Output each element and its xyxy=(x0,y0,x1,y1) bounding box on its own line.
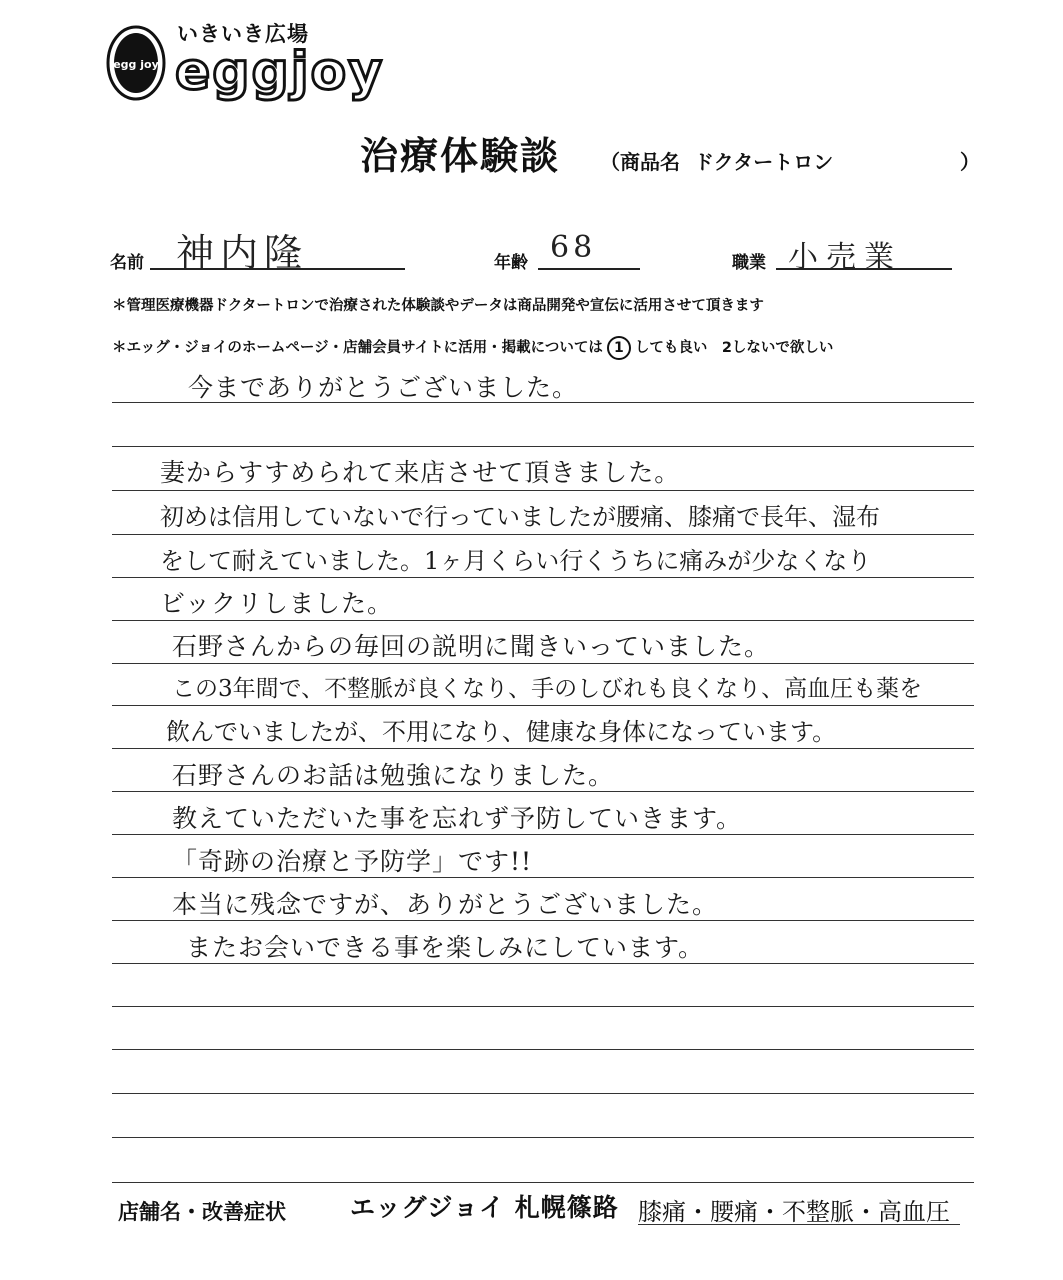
testimonial-line: またお会いできる事を楽しみにしています。 xyxy=(186,933,705,962)
logo-wordmark: eggjoy xyxy=(175,42,385,102)
product-name xyxy=(600,146,833,175)
job-value: 小売業 xyxy=(788,240,902,275)
testimonial-line: ビックリしました。 xyxy=(160,589,394,618)
form-title: 治療体験談 xyxy=(360,134,561,178)
consent-prefix: ＊エッグ・ジョイのホームページ・店舗会員サイトに活用・掲載については xyxy=(112,340,603,356)
store-name: エッグジョイ 札幌篠路 xyxy=(350,1193,619,1222)
ruled-line xyxy=(112,663,974,664)
age-underline xyxy=(538,268,640,270)
testimonial-line: 妻からすすめられて来店させて頂きました。 xyxy=(160,458,681,487)
ruled-line xyxy=(112,1006,974,1007)
ruled-line xyxy=(112,705,974,706)
name-underline xyxy=(150,268,405,270)
testimonial-line: 本当に残念ですが、ありがとうございました。 xyxy=(172,890,719,919)
badge-text: egg joy xyxy=(113,58,159,71)
age-label: 年齢 xyxy=(494,253,528,273)
ruled-line xyxy=(112,620,974,621)
ruled-line xyxy=(112,1137,974,1138)
product-label: （商品名 xyxy=(600,150,680,174)
brand-logo xyxy=(105,14,395,104)
testimonial-line: 飲んでいましたが、不用になり、健康な身体になっています。 xyxy=(166,718,837,746)
testimonial-line: 「奇跡の治療と予防学」です!! xyxy=(172,847,533,876)
logo-tagline: いきいき広場 xyxy=(177,22,309,46)
ruled-line xyxy=(112,1049,974,1050)
testimonial-line: 石野さんのお話は勉強になりました。 xyxy=(172,761,615,790)
product-value: ドクタートロン xyxy=(694,150,834,174)
footer-rule xyxy=(112,1182,974,1183)
consent-note xyxy=(112,336,833,360)
testimonial-line: 初めは信用していないで行っていましたが腰痛、膝痛で長年、湿布 xyxy=(160,503,880,531)
testimonial-line: をして耐えていました。1ヶ月くらい行くうちに痛みが少なくなり xyxy=(160,547,872,575)
testimonial-line: 石野さんからの毎回の説明に聞きいっていました。 xyxy=(172,632,771,661)
testimonial-line: この3年間で、不整脈が良くなり、手のしびれも良くなり、高血圧も薬を xyxy=(172,676,923,702)
product-paren-close: ） xyxy=(960,150,980,174)
ruled-line xyxy=(112,1093,974,1094)
ruled-line xyxy=(112,490,974,491)
improved-symptoms: 膝痛・腰痛・不整脈・高血圧 xyxy=(638,1198,950,1226)
ruled-line xyxy=(112,446,974,447)
job-underline xyxy=(776,268,952,270)
age-value: 68 xyxy=(550,230,597,265)
ruled-line xyxy=(112,534,974,535)
footer-label: 店舗名・改善症状 xyxy=(118,1200,286,1224)
ruled-line xyxy=(112,748,974,749)
egg-badge-icon xyxy=(105,20,167,102)
job-label: 職業 xyxy=(732,253,766,273)
testimonial-line: 今までありがとうございました。 xyxy=(188,373,579,402)
consent-choice-circled: 1 xyxy=(607,336,631,360)
symptoms-underline xyxy=(638,1224,960,1225)
consent-suffix: しても良い 2しないで欲しい xyxy=(634,340,834,356)
name-value: 神内隆 xyxy=(176,231,309,275)
usage-note: ＊管理医療機器ドクタートロンで治療された体験談やデータは商品開発や宣伝に活用させて頂きます xyxy=(112,298,764,314)
name-label: 名前 xyxy=(110,253,144,273)
ruled-line xyxy=(112,577,974,578)
testimonial-line: 教えていただいた事を忘れず予防していきます。 xyxy=(172,804,743,833)
